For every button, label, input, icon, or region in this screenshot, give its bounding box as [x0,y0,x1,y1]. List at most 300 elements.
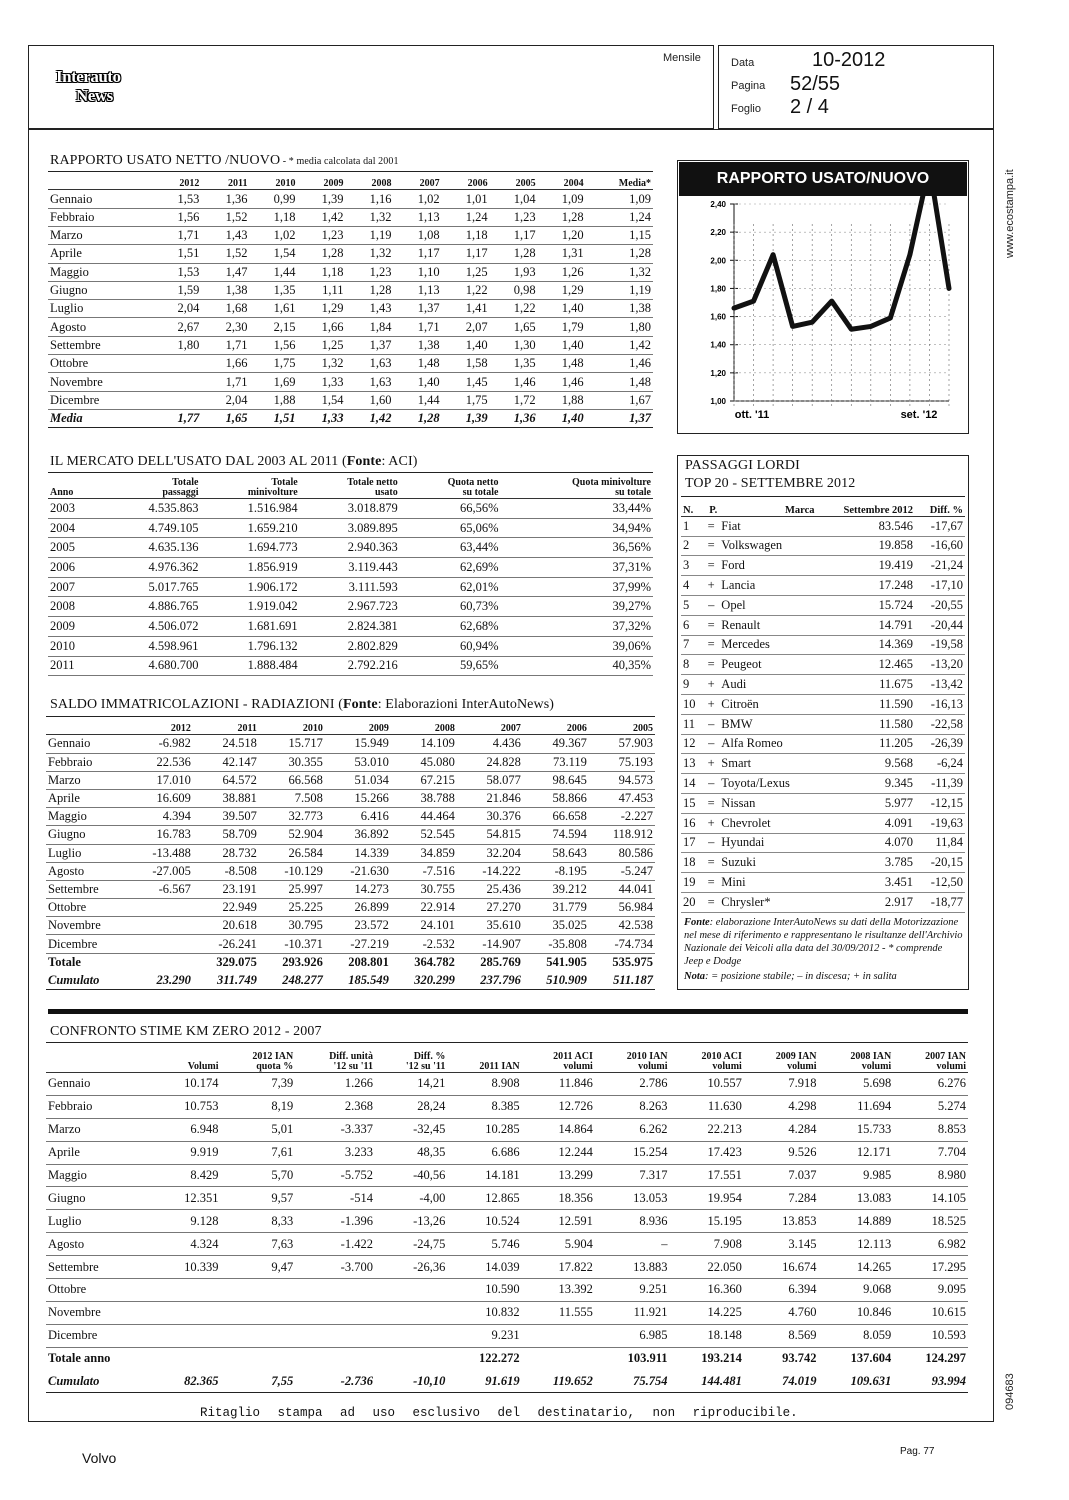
table-cell: 9.251 [595,1279,670,1302]
table-cell: 24.828 [457,753,523,771]
table-cell: Citroën [719,694,816,714]
table-cell: 49.367 [523,735,589,753]
table-row [46,899,655,917]
y-tick-label: 2,20 [710,228,726,238]
table-cell: 26.899 [325,899,391,917]
table-cell: 7.284 [744,1187,819,1210]
table-cell: 11.921 [595,1301,670,1324]
table-cell: 65,06% [400,518,501,538]
row-label: 2004 [48,518,101,538]
row-label: 15 [681,793,703,813]
y-tick-label: 1,00 [710,397,726,406]
table-cell: 3.145 [744,1233,819,1256]
column-header: 2008 [346,172,394,190]
table-row [681,853,965,873]
table-cell: 11.555 [522,1301,595,1324]
table-cell: -17,10 [915,576,965,596]
column-header: P. [703,497,719,517]
table-cell: 12.465 [817,655,916,675]
table-cell: 4.394 [130,808,193,826]
table-cell: 12.726 [522,1095,595,1118]
table-cell: 1,93 [490,263,538,281]
table-cell: 7,39 [221,1073,296,1096]
table-cell: 93.742 [744,1347,819,1370]
table-cell: 0,98 [490,281,538,299]
table-cell: 1,39 [297,190,345,208]
table-cell: 9.985 [819,1164,894,1187]
table-cell [295,1301,375,1324]
column-header-line: 2010 IAN [626,1051,668,1062]
table-cell: 1,19 [586,281,653,299]
table-cell: 185.549 [325,971,391,989]
table-row [681,675,965,695]
table-cell: 2.786 [595,1073,670,1096]
table-cell: 53.010 [325,753,391,771]
table-cell: 6.416 [325,808,391,826]
table-cell: 1,75 [442,391,490,409]
table-cell: 14.265 [819,1256,894,1279]
table-cell: 17.295 [893,1256,968,1279]
column-header: N. [681,497,703,517]
table-cell: 13.392 [522,1279,595,1302]
table-cell: 2.824.381 [300,617,400,637]
table-cell: -514 [295,1187,375,1210]
table-cell: 1,88 [249,391,297,409]
row-label: 2005 [48,538,101,558]
table-row [46,1118,968,1141]
table-cell: Chevrolet [719,813,816,833]
table-row [46,862,655,880]
table-cell: 1,84 [346,318,394,336]
periodicity: Mensile [663,52,701,64]
table-cell: 15.195 [670,1210,744,1233]
row-label: Totale [46,953,130,971]
table-cell: 7,55 [221,1370,296,1393]
table-cell: 11.675 [817,675,916,695]
table-cell: 1,71 [394,318,442,336]
table-cell: 4.749.105 [101,518,200,538]
column-header-line: su totale [462,487,499,498]
table-cell: 98.645 [523,771,589,789]
row-label: 7 [681,635,703,655]
cumulato-row [46,971,655,989]
table-cell: 33,44% [500,499,653,519]
table-cell: 21.846 [457,789,523,807]
table-cell: 39,27% [500,597,653,617]
table-cell: 17.423 [670,1141,744,1164]
column-header [893,1043,968,1073]
table-cell: Hyundai [719,833,816,853]
table-cell: + [703,754,719,774]
table-cell: 2.792.216 [300,656,400,676]
table-cell: 9.919 [157,1141,221,1164]
table-cell: 22.536 [130,753,193,771]
table-cell: -20,44 [915,615,965,635]
table-cell: 2,07 [442,318,490,336]
table-cell: -17,67 [915,516,965,536]
table-cell: 320.299 [391,971,457,989]
table-cell: 1,18 [249,208,297,226]
table-cell: = [703,536,719,556]
table-cell: 122.272 [447,1347,521,1370]
table-row [48,336,653,354]
table-cell: 1,53 [153,263,201,281]
table-cell: 4.284 [744,1118,819,1141]
table-cell: 40,35% [500,656,653,676]
row-label: Febbraio [48,208,153,226]
table-row [46,1073,968,1096]
table-cell [157,1324,221,1347]
table-cell: 1,02 [394,190,442,208]
row-label: 11 [681,714,703,734]
table-cell: 1,17 [394,245,442,263]
row-label: Novembre [46,917,130,935]
row-label: 2 [681,536,703,556]
row-label: 2009 [48,617,101,637]
row-label: Gennaio [48,190,153,208]
table-cell [153,391,201,409]
table-cell: 66.568 [259,771,325,789]
row-label: Agosto [46,1233,157,1256]
table-cell: 119.652 [522,1370,595,1393]
table-cell: 1,40 [538,409,586,427]
data-point [752,300,755,303]
table-cell: 19.954 [670,1187,744,1210]
table-cell: -14.907 [457,935,523,953]
table-cell: 1,54 [249,245,297,263]
table-cell: -10,10 [375,1370,447,1393]
table-cell: 18.356 [522,1187,595,1210]
foglio-label: Foglio [731,103,761,115]
table-cell: 1,32 [346,208,394,226]
table-cell: 1,42 [586,336,653,354]
column-header: 2005 [490,172,538,190]
table-cell: 1,08 [394,226,442,244]
y-tick-label: 1,20 [710,368,726,378]
table-cell: 1,53 [153,190,201,208]
table-cell [221,1301,296,1324]
row-label: 2008 [48,597,101,617]
data-point [830,300,833,303]
header-row [46,717,655,735]
table-cell: 16.674 [744,1256,819,1279]
row-label: Luglio [46,1210,157,1233]
column-header [200,473,299,499]
data-point [869,325,872,328]
table-row [681,694,965,714]
table-cell: 1,15 [586,226,653,244]
table-cell: 11.205 [817,734,916,754]
table-cell: 9,57 [221,1187,296,1210]
table-cell: 11.694 [819,1095,894,1118]
column-header-line: usato [374,487,398,498]
table-cell [522,1324,595,1347]
column-header [500,473,653,499]
table-cell: 52.904 [259,826,325,844]
row-label: Settembre [46,880,130,898]
table-row [48,355,653,373]
table-cell: -8.195 [523,862,589,880]
table-cell: 58.643 [523,844,589,862]
header-row [46,1043,968,1073]
table-cell: 4.324 [157,1233,221,1256]
table-cell: = [703,556,719,576]
table-cell: 1,18 [442,226,490,244]
table-cell: = [703,516,719,536]
table-cell: 1,56 [249,336,297,354]
data-point [850,328,853,331]
table-cell: -24,75 [375,1233,447,1256]
column-header-line: 2011 ACI [553,1051,593,1062]
table-row [48,538,653,558]
table-cell: 15.266 [325,789,391,807]
row-label: Dicembre [48,391,153,409]
row-label: 18 [681,853,703,873]
table-cell: 30.376 [457,808,523,826]
row-label: Ottobre [48,355,153,373]
table-cell: 80.586 [589,844,655,862]
row-label: Settembre [46,1256,157,1279]
table-cell: 1,40 [538,300,586,318]
table-cell: 103.911 [595,1347,670,1370]
column-header-line: Quota minivolture [572,477,651,488]
mercato-title: IL MERCATO DELL'USATO DAL 2003 AL 2011 (Fonte: ACI) [50,454,418,469]
table-cell: 144.481 [670,1370,744,1393]
row-label: Luglio [48,300,153,318]
table-cell: -27.219 [325,935,391,953]
table-cell: BMW [719,714,816,734]
table-cell: 10.339 [157,1256,221,1279]
table-row [48,226,653,244]
y-tick-label: 2,00 [710,256,726,266]
data-point [889,316,892,319]
row-label: 8 [681,655,703,675]
table-cell: 1,33 [297,409,345,427]
table-cell: -35.808 [523,935,589,953]
table-row [681,873,965,893]
table-cell: 1,32 [586,263,653,281]
table-cell: 1,66 [297,318,345,336]
table-cell: 1,61 [249,300,297,318]
table-row [48,499,653,519]
table-cell: 1,71 [201,336,249,354]
row-label: 14 [681,774,703,794]
table-cell: 14.273 [325,880,391,898]
row-label: 2006 [48,558,101,578]
column-header-line: Volumi [187,1061,219,1072]
section-divider [48,1009,968,1014]
row-label: Marzo [46,1118,157,1141]
table-cell: 5.977 [817,793,916,813]
table-cell: 5,70 [221,1164,296,1187]
table-cell: -16,13 [915,694,965,714]
table-row [48,558,653,578]
column-header: Diff. % [915,497,965,517]
table-cell: 193.214 [670,1347,744,1370]
table-cell: -12,50 [915,873,965,893]
table-cell: 74.594 [523,826,589,844]
table-cell [375,1301,447,1324]
y-tick-label: 1,80 [710,284,726,294]
table-row [46,844,655,862]
table-cell: 20.618 [193,917,259,935]
row-label: Media [48,409,153,427]
column-header: 2010 [259,717,325,735]
table-cell: -20,15 [915,853,965,873]
table-cell: 14.225 [670,1301,744,1324]
column-header [101,473,200,499]
table-cell: 39.507 [193,808,259,826]
table-cell: 1,65 [490,318,538,336]
table-cell: 25.225 [259,899,325,917]
table-row [681,556,965,576]
table-cell: 8.059 [819,1324,894,1347]
passaggi-table [681,496,965,913]
table-cell: 6.276 [893,1073,968,1096]
table-cell: Smart [719,754,816,774]
table-cell [130,935,193,953]
table-cell: 541.905 [523,953,589,971]
table-cell: 1,31 [538,245,586,263]
column-header-line: Totale [271,477,298,488]
table-cell: 3.785 [817,853,916,873]
table-cell: 58.709 [193,826,259,844]
table-cell: 12.171 [819,1141,894,1164]
rapporto-line-chart [679,196,967,432]
table-cell: 10.174 [157,1073,221,1096]
table-cell: 18.525 [893,1210,968,1233]
table-cell: Ford [719,556,816,576]
header-box [28,45,714,129]
table-cell: 1,36 [201,190,249,208]
table-cell: 32.204 [457,844,523,862]
table-cell: 1,37 [586,409,653,427]
table-cell: 82.365 [157,1370,221,1393]
table-cell [153,355,201,373]
rapporto-table [48,171,653,428]
table-cell: 6.985 [595,1324,670,1347]
table-cell: -3.700 [295,1256,375,1279]
table-cell: 1,35 [490,355,538,373]
column-header: 2006 [442,172,490,190]
table-cell: -1.396 [295,1210,375,1233]
table-cell: 22.949 [193,899,259,917]
media-row [48,409,653,427]
table-row [46,1256,968,1279]
table-cell: 57.903 [589,735,655,753]
table-cell: 1,40 [442,336,490,354]
table-cell [157,1347,221,1370]
x-tick-label: ott. '11 [734,409,770,421]
table-cell: -3.337 [295,1118,375,1141]
row-label: Giugno [48,281,153,299]
table-cell: 1,26 [538,263,586,281]
table-row [681,714,965,734]
column-header-line: 2007 IAN [925,1051,966,1062]
table-cell: -12,15 [915,793,965,813]
table-cell [157,1301,221,1324]
totale-anno-row [46,1347,968,1370]
table-cell: 9.068 [819,1279,894,1302]
table-cell: 510.909 [523,971,589,989]
row-label: Agosto [48,318,153,336]
table-cell: = [703,873,719,893]
table-cell [157,1279,221,1302]
foglio-value: 2 / 4 [790,96,829,118]
table-cell: 1,44 [394,391,442,409]
table-cell: 5,01 [221,1118,296,1141]
table-cell: -10.129 [259,862,325,880]
data-point [733,307,736,310]
column-header-line: volumi [712,1061,742,1072]
table-cell: – [595,1233,670,1256]
table-cell: 1,52 [201,208,249,226]
column-header-line: su totale [615,487,651,498]
table-cell: Nissan [719,793,816,813]
table-cell: -13,26 [375,1210,447,1233]
table-cell: 36.892 [325,826,391,844]
table-cell: 8.263 [595,1095,670,1118]
column-header-line: volumi [563,1061,593,1072]
table-cell: Lancia [719,576,816,596]
table-row [46,1301,968,1324]
table-cell: 1.516.984 [200,499,299,519]
table-cell: 13.853 [744,1210,819,1233]
column-header [46,1043,157,1073]
table-cell: 1,63 [346,373,394,391]
table-cell: 23.191 [193,880,259,898]
column-header [46,717,130,735]
table-cell: 6.394 [744,1279,819,1302]
table-cell: 35.025 [523,917,589,935]
table-cell: = [703,853,719,873]
table-cell: 32.773 [259,808,325,826]
table-cell: 1,37 [394,300,442,318]
table-cell: – [703,595,719,615]
table-cell: 16.360 [670,1279,744,1302]
table-cell: 67.215 [391,771,457,789]
table-cell: 62,68% [400,617,501,637]
row-label: 2011 [48,656,101,676]
table-cell: 4.976.362 [101,558,200,578]
row-label: 13 [681,754,703,774]
table-cell: 1,43 [346,300,394,318]
column-header-line: volumi [861,1061,892,1072]
table-cell: 34.859 [391,844,457,862]
table-cell: 12.591 [522,1210,595,1233]
table-cell [221,1347,296,1370]
table-cell: 11,84 [915,833,965,853]
table-cell: -2.532 [391,935,457,953]
table-cell: 10.593 [893,1324,968,1347]
table-cell: -18,77 [915,892,965,912]
table-cell: 1,71 [201,373,249,391]
table-cell: 511.187 [589,971,655,989]
table-row [48,636,653,656]
table-cell: 62,01% [400,577,501,597]
table-cell: 1,46 [538,373,586,391]
table-cell: 1.906.172 [200,577,299,597]
table-cell: = [703,635,719,655]
column-header [300,473,400,499]
row-label: Gennaio [46,735,130,753]
table-cell: 1,68 [201,300,249,318]
table-cell: 1,28 [346,281,394,299]
row-label: Giugno [46,1187,157,1210]
table-cell: 1.694.773 [200,538,299,558]
table-cell: 118.912 [589,826,655,844]
table-cell: 6.262 [595,1118,670,1141]
